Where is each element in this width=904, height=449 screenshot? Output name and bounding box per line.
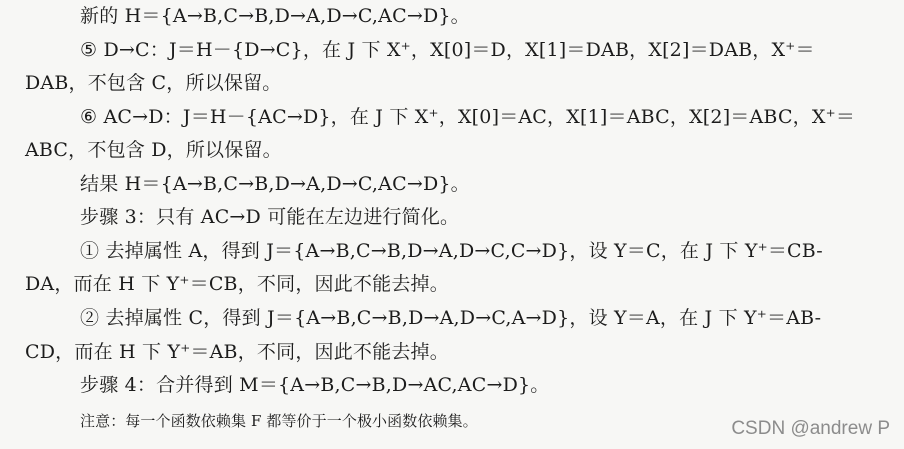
text-line-2: ⑤ D→C：J＝H－{D→C}，在 J 下 X⁺，X[0]＝D，X[1]＝DAB，X[2]＝DAB，X⁺＝ [80,39,815,61]
text-line-11: CD，而在 H 下 Y⁺＝AB，不同，因此不能去掉。 [25,341,449,363]
text-line-5: ABC，不包含 D，所以保留。 [25,139,282,161]
text-line-8: ① 去掉属性 A，得到 J＝{A→B,C→B,D→A,D→C,C→D}，设 Y＝C，在 J 下 Y⁺＝CB- [80,240,823,262]
watermark: CSDN @andrew P [731,418,890,439]
text-line-9: DA，而在 H 下 Y⁺＝CB，不同，因此不能去掉。 [25,273,449,295]
text-line-1: 新的 H＝{A→B,C→B,D→A,D→C,AC→D}。 [80,5,470,27]
text-line-3: DAB，不包含 C，所以保留。 [25,72,282,94]
note-line: 注意：每一个函数依赖集 F 都等价于一个极小函数依赖集。 [80,412,478,430]
text-line-10: ② 去掉属性 C，得到 J＝{A→B,C→B,D→A,D→C,A→D}，设 Y＝A，在 J 下 Y⁺＝AB- [80,307,822,329]
text-line-4: ⑥ AC→D：J＝H－{AC→D}，在 J 下 X⁺，X[0]＝AC，X[1]＝ABC，X[2]＝ABC，X⁺＝ [80,106,856,128]
text-line-7: 步骤 3：只有 AC→D 可能在左边进行简化。 [80,206,460,228]
text-line-12: 步骤 4：合并得到 M＝{A→B,C→B,D→AC,AC→D}。 [80,374,550,396]
text-line-6: 结果 H＝{A→B,C→B,D→A,D→C,AC→D}。 [80,173,470,195]
